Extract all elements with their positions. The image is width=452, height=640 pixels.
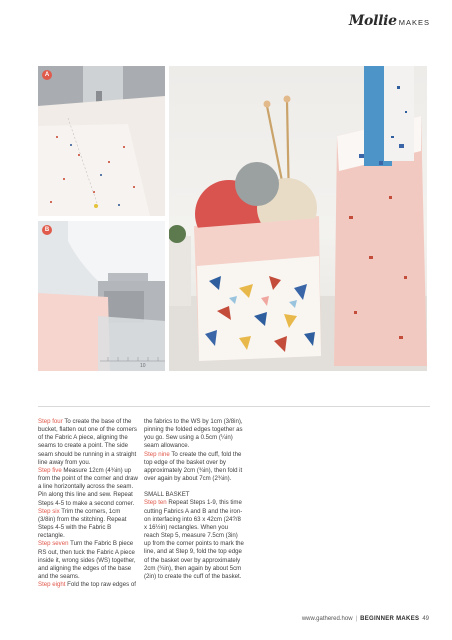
step-text: Repeat Steps 1-9, this time cutting Fabrics A and B and the iron-on interfacing into 63 x 42cm (24?/8 x 16½in) rectangles. When you reach Step 5, measure 7.5cm (3in) up from the corner points to mark the line, and at Step 9, fold the top edge of the basket over by approximately 2cm (¾in), then again by about 5cm (2in) to create the cuff of the basket.	[144, 499, 244, 580]
badge-a: A	[42, 70, 52, 80]
step-label: Step nine	[144, 450, 170, 458]
text-column-2	[144, 418, 244, 581]
step-eight	[38, 581, 138, 589]
step-text: To create the base of the bucket, flatten out one of the corners of the Fabric A piece, aligning the seams to create a point. The side seam should be running in a straight line away from you.	[38, 418, 137, 466]
brand-word: MAKES	[398, 18, 430, 27]
step-six	[38, 508, 138, 541]
step-four	[38, 418, 138, 467]
footer-url: www.gathered.how	[301, 616, 353, 622]
step-ten	[144, 499, 244, 581]
photo-b-illustration	[38, 221, 165, 371]
step-text: Measure 12cm (4¾in) up from the point of the corner and draw a line horizontally across the seam. Pin along this line and sew. Repeat Steps 4-5 to make a second corner.	[38, 466, 138, 507]
step-label: Step four	[38, 418, 63, 425]
ruler-mark: 10	[140, 363, 146, 369]
page-number: 49	[422, 616, 429, 622]
step-text: To create the cuff, fold the top edge of the basket over by approximately 2cm (¾in), then fold it over again by about 7cm (2¾in).	[144, 450, 243, 483]
step-label: Step six	[38, 507, 60, 515]
footer-section: BEGINNER MAKES	[360, 616, 420, 622]
page-footer	[302, 616, 429, 622]
footer-separator: |	[355, 616, 358, 622]
photo-step-a	[38, 66, 165, 216]
step-label: Step eight	[38, 581, 66, 589]
step-label: Step five	[38, 466, 62, 474]
step-seven	[38, 540, 138, 581]
text-column-1	[38, 418, 138, 589]
step-text: Turn the Fabric B piece RS out, then tuck the Fabric A piece inside it, wrong sides (WS) together, and aligning the edges of the base and the seams.	[38, 540, 136, 580]
step-eight-continued: the fabrics to the WS by 1cm (3/8in), pinning the folded edges together as you go. Sew using a 0.5cm (¼in) seam allowance.	[144, 418, 243, 450]
step-five	[38, 467, 138, 508]
badge-b: B	[42, 225, 52, 235]
divider-rule	[38, 406, 430, 407]
step-label: Step ten	[144, 499, 167, 507]
step-text: Fold the top raw edges of	[65, 581, 136, 589]
step-text: Trim the corners, 1cm (3/8in) from the stitching. Repeat Steps 4-5 with the Fabric B rectangle.	[38, 507, 127, 540]
step-nine	[144, 451, 244, 484]
brand-logo	[349, 13, 430, 29]
photo-a-illustration	[38, 66, 165, 216]
photo-step-b	[38, 221, 165, 371]
step-label: Step seven	[38, 540, 69, 548]
baskets-illustration	[169, 66, 427, 371]
photo-finished-baskets	[169, 66, 427, 371]
brand-script: Mollie	[348, 13, 397, 29]
subhead-small-basket: SMALL BASKET	[144, 491, 190, 499]
